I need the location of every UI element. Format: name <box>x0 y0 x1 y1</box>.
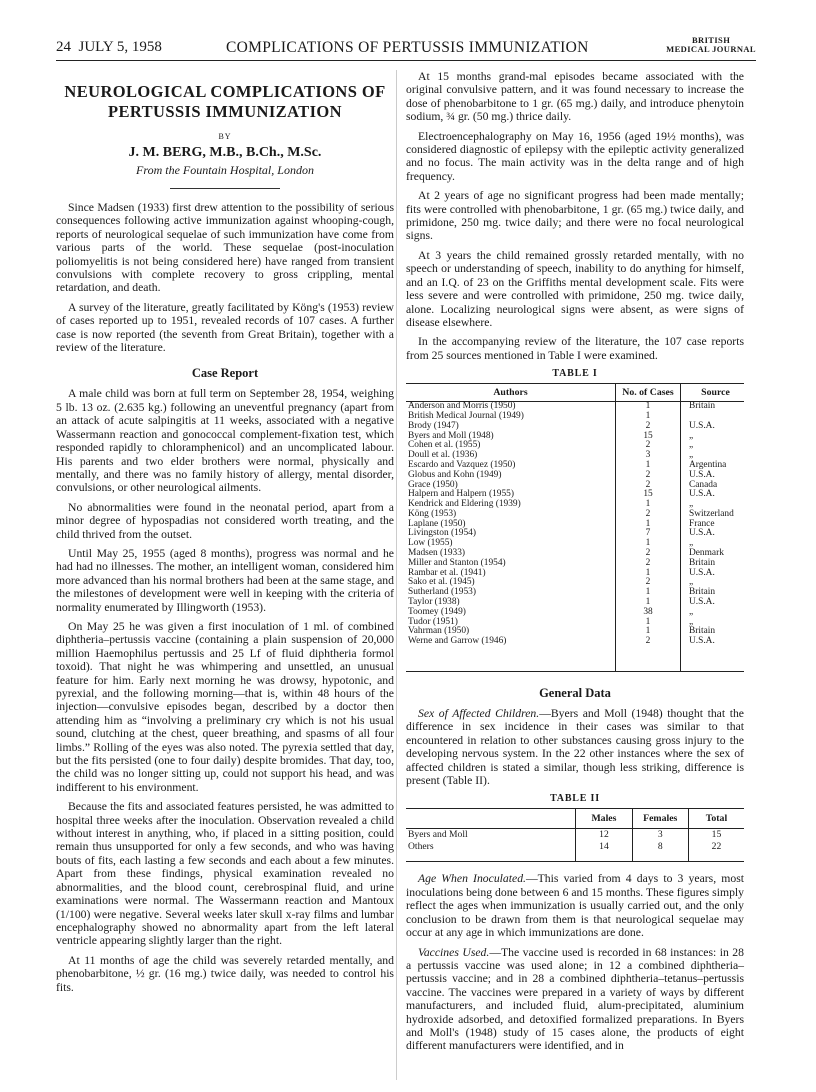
table-2-bottom-rule <box>406 853 744 862</box>
case-paragraph-6: At 11 months of age the child was severely retarded mentally, and phenobarbitone, ½ gr. (16 mg.) twice daily, was needed to control his fits. <box>56 953 394 994</box>
table-2-cell-count: 8 <box>632 841 688 853</box>
table-1-cell-source: U.S.A. <box>681 637 745 647</box>
table-1-cell-author: Grace (1950) <box>408 479 458 490</box>
table-2-header-total: Total <box>688 809 744 829</box>
table-2-cell-count: 22 <box>688 841 744 853</box>
table-1-cell-source: „ <box>681 432 745 442</box>
table-2-cell-count: 12 <box>576 829 632 842</box>
case-paragraph-8: Electroencephalography on May 16, 1956 (aged 19½ months), was considered diagnostic of epilepsy with the epileptic activity generalized and no focus. The main activity was in the delta range and of high frequency. <box>406 129 744 183</box>
table-1-cell-author: Köng (1953) <box>408 508 457 519</box>
table-2-header-males: Males <box>576 809 632 829</box>
page-number-date: 24 JULY 5, 1958 <box>56 39 162 55</box>
table-1-cell-source: U.S.A. <box>681 529 745 539</box>
table-1-cell-cases: 3 <box>616 451 681 461</box>
table-1-cell-author: Tudor (1951) <box>408 616 458 627</box>
table-1-cell-author: Byers and Moll (1948) <box>408 430 494 441</box>
table-1-cell-source: „ <box>681 451 745 461</box>
section-heading-general-data: General Data <box>539 686 611 701</box>
age-paragraph <box>406 872 744 939</box>
table-1-row <box>406 637 744 647</box>
table-1-cell-author: Brody (1947) <box>408 420 459 431</box>
table-1-cell-cases: 1 <box>616 588 681 598</box>
table-1-cell-author: Doull et al. (1936) <box>408 450 478 461</box>
table-1-cell-cases: 15 <box>616 490 681 500</box>
table-2-cell-count: 3 <box>632 829 688 842</box>
table-1-cell-cases: 7 <box>616 529 681 539</box>
table-1-cell-source: Britain <box>681 627 745 637</box>
table-1-cell-source: Argentina <box>681 461 745 471</box>
table-1-cell-source: U.S.A. <box>681 490 745 500</box>
table-1-cell-cases: 2 <box>616 578 681 588</box>
table-1-cell-cases: 1 <box>616 412 681 422</box>
table-1-cell-author: Kendrick and Eldering (1939) <box>408 499 521 510</box>
table-1-cell-author: Low (1955) <box>408 538 453 549</box>
table-2-header-females: Females <box>632 809 688 829</box>
table-1-cell-source: Britain <box>681 402 745 412</box>
table-1-cell-source: U.S.A. <box>681 422 745 432</box>
table-1-cell-cases: 1 <box>616 598 681 608</box>
table-1-cell-author: Anderson and Morris (1950) <box>408 401 516 412</box>
table-1-cell-author: Sutherland (1953) <box>408 587 476 598</box>
table-2-cell-group: Others <box>408 841 434 853</box>
table-1-cell-source: „ <box>681 578 745 588</box>
table-1-cell-cases: 2 <box>616 471 681 481</box>
table-1-cell-cases: 2 <box>616 637 681 647</box>
byline-by: BY <box>218 132 232 141</box>
table-1-cell-source: „ <box>681 608 745 618</box>
case-paragraph-7: At 15 months grand-mal episodes became associated with the original convulsive pattern, and it was found necessary to increase the dose of phenobarbitone to 1 gr. (65 mg.) daily, and introduce phenytoin sodium, ¾ gr. (50 mg.) thrice daily. <box>406 70 744 124</box>
table-1-cell-author: Laplane (1950) <box>408 518 466 529</box>
table-2-cell-count: 15 <box>688 829 744 842</box>
running-title: COMPLICATIONS OF PERTUSSIS IMMUNIZATION <box>226 39 589 56</box>
table-1-cell-author: Taylor (1938) <box>408 597 460 608</box>
table-1-cell-author: Rambar et al. (1941) <box>408 567 486 578</box>
running-header <box>56 35 756 61</box>
table-1-cell-cases: 1 <box>616 520 681 530</box>
affiliation: From the Fountain Hospital, London <box>136 163 314 177</box>
table-1-cell-source: Denmark <box>681 549 745 559</box>
table-1-cell-source: Britain <box>681 559 745 569</box>
sex-paragraph <box>406 707 744 787</box>
table-1-cell-author: Globus and Kohn (1949) <box>408 469 502 480</box>
right-column <box>406 70 744 1059</box>
table-1-cell-author: Toomey (1949) <box>408 606 466 617</box>
table-1-cell-source: U.S.A. <box>681 471 745 481</box>
table-2-row <box>406 829 744 842</box>
intro-paragraph-2: A survey of the literature, greatly facilitated by Köng's (1953) review of cases reported up to 1951, revealed records of 107 cases. A further case is now reported (the seventh from Great Britain), together with a review of the literature. <box>56 300 394 355</box>
table-1-cell-author: Cohen et al. (1955) <box>408 440 481 451</box>
left-column <box>56 70 394 1000</box>
table-1-cell-cases: 1 <box>616 402 681 412</box>
table-1-cell-cases: 1 <box>616 539 681 549</box>
age-lead: Age When Inoculated. <box>418 872 526 886</box>
table-1-cell-author: Madsen (1933) <box>408 548 466 559</box>
table-1-cell-cases: 2 <box>616 510 681 520</box>
table-1-cell-source: „ <box>681 441 745 451</box>
table-1-cell-author: Sako et al. (1945) <box>408 577 475 588</box>
table-1-cell-cases: 2 <box>616 559 681 569</box>
table-1-caption: TABLE I <box>552 368 598 380</box>
table-1-cell-author: Escardo and Vazquez (1950) <box>408 459 516 470</box>
table-1-cell-source: Switzerland <box>681 510 745 520</box>
table-1-cell-cases: 1 <box>616 627 681 637</box>
table-1-cell-source: „ <box>681 539 745 549</box>
sex-text: —Byers and Moll (1948) thought that the difference in sex incidence in their cases was similar to that encountered in relation to other substances causing gross injury to the developing nervous system. In the 22 other instances where the sex of affected children is stated a similar, though less striking, difference is present (Table II). <box>406 707 744 788</box>
table-2-cell-count: 14 <box>576 841 632 853</box>
table-2-header-blank <box>406 809 576 829</box>
table-1-header-authors: Authors <box>406 384 616 402</box>
vaccines-text: —The vaccine used is recorded in 68 instances: in 28 a pertussis vaccine was used alone; in 12 a combined diphtheria–pertussis vaccine; and in 28 a combined diphtheria–tetanus–pertussis vaccine. The vaccines were prepared in a variety of ways by different manufacturers, and included fluid, alum-precipitated, aluminium hydroxide adsorbed, and detoxified formalized preparations. In Byers and Moll's (1948) study of 15 cases alone, the products of eight different manufacturers were identified, and in <box>406 945 744 1053</box>
case-paragraph-2: No abnormalities were found in the neonatal period, apart from a minor degree of hypospadias not considered worth treating, and the child thrived from the outset. <box>56 500 394 541</box>
table-1-cell-source: Britain <box>681 588 745 598</box>
table-1-cell-cases: 15 <box>616 432 681 442</box>
table-1-cell-cases: 1 <box>616 500 681 510</box>
table-2-row <box>406 841 744 853</box>
table-1-row <box>406 529 744 539</box>
table-1-bottom-rule <box>406 647 744 672</box>
table-1-cell-cases: 1 <box>616 461 681 471</box>
intro-paragraph-1: Since Madsen (1933) first drew attention to the possibility of serious consequences following active immunization against whooping-cough, reports of neurological sequelae of such immunization have come from various parts of the world. These sequelae (post-inoculation poliomyelitis is not being considered here) have ranged from transient convulsions with complete recovery to gross crippling, mental retardation, and death. <box>56 201 394 295</box>
table-1-cell-author: Miller and Stanton (1954) <box>408 557 506 568</box>
table-1-cell-cases: 1 <box>616 618 681 628</box>
vaccines-paragraph <box>406 946 744 1053</box>
section-heading-case-report: Case Report <box>191 366 259 381</box>
table-1-header-cases: No. of Cases <box>616 384 681 402</box>
table-1-cell-author: British Medical Journal (1949) <box>408 410 524 421</box>
table-1-cell-cases: 38 <box>616 608 681 618</box>
table-2-cell-group: Byers and Moll <box>408 829 468 841</box>
table-1-cell-cases: 1 <box>616 569 681 579</box>
case-paragraph-4: On May 25 he was given a first inoculation of 1 ml. of combined diphtheria–pertussis vaccine (containing a plain suspension of 20,000 million Haemophilus pertussis and 25 Lf of fluid diphtheria formol toxoid). That night he was whimpering and unsettled, an unusual feature for him. Early next morning he was drowsy, hypotonic, and pyrexial, and the following morning—that is, within 48 hours of the injection—convulsive episodes began, described by a doctor then attending him as “involving a preliminary cry which is not his usual sound, clutching at the chest, queer breathing, and spasms of all four limbs.” Rolling of the eyes was also noted. The pyrexia settled that day, but the fits persisted (one to four daily) despite bromides. That day, too, the child was no longer sitting up, could not support his head, and was indifferent to his environment. <box>56 619 394 794</box>
table-1-cell-author: Halpern and Halpern (1955) <box>408 489 514 500</box>
table-1-cell-source: France <box>681 520 745 530</box>
table-1-cell-author: Livingston (1954) <box>408 528 476 539</box>
case-paragraph-5: Because the fits and associated features persisted, he was admitted to hospital three weeks after the inoculation. Observation revealed a child without interest in anything, who, if placed in a sitting position, could remain thus unsupported for only a few seconds, and who was having bouts of fits, each lasting a few seconds and each about a few minutes. Apart from these findings, physical examination revealed no abnormalities, and the blood count, cerebrospinal fluid, and urine examinations were normal. The Wassermann reaction and Mantoux (1/100) were negative. Several weeks later skull x-ray films and lumbar encephalography showed no abnormality apart from the left lateral ventricle appearing slightly larger than the right. <box>56 800 394 948</box>
column-divider <box>396 70 397 1080</box>
case-paragraph-10: At 3 years the child remained grossly retarded mentally, with no speech or understanding of speech, inability to do anything for himself, and an I.Q. of 23 on the Griffiths mental development scale. Fits were less severe and were controlled with primidone, 250 mg. twice daily, alone. Localizing neurological signs were absent, as were signs of disease elsewhere. <box>406 248 744 329</box>
table-1-cell-cases: 2 <box>616 441 681 451</box>
vaccines-lead: Vaccines Used. <box>418 945 490 959</box>
table-1-cell-source: U.S.A. <box>681 598 745 608</box>
journal-name: BRITISH MEDICAL JOURNAL <box>666 35 756 54</box>
title-rule <box>170 188 280 189</box>
article-title: NEUROLOGICAL COMPLICATIONS OF PERTUSSIS IMMUNIZATION <box>64 82 386 121</box>
table-2 <box>406 808 744 862</box>
table-1-cell-author: Werne and Garrow (1946) <box>408 636 507 647</box>
table-1-cell-source: Canada <box>681 481 745 491</box>
table-1-cell-cases: 2 <box>616 422 681 432</box>
case-paragraph-9: At 2 years of age no significant progress had been made mentally; fits were controlled with phenobarbitone, 1 gr. (65 mg.) twice daily, and primidone, 250 mg. twice daily; and there were no focal neurological signs. <box>406 189 744 243</box>
case-paragraph-1: A male child was born at full term on September 28, 1954, weighing 5 lb. 13 oz. (2.635 kg.) following an uneventful pregnancy (apart from an attack of acute salpingitis at 11 weeks, associated with a negative Wassermann reaction and gonococcal complement-fixation test, which responded rapidly to chloramphenicol) and an uncomplicated labour. His parents and two elder brothers were normal, physically and mentally, and there was no family history of allergy, mental disorder, convulsions, or other neurological ailments. <box>56 387 394 495</box>
table-1-cell-cases: 2 <box>616 481 681 491</box>
table-1-cell-source: U.S.A. <box>681 569 745 579</box>
table-1-cell-source: „ <box>681 500 745 510</box>
sex-lead: Sex of Affected Children. <box>418 707 540 721</box>
author: J. M. BERG, M.B., B.Ch., M.Sc. <box>128 145 322 160</box>
table-1-header-source: Source <box>681 384 745 402</box>
review-intro-paragraph: In the accompanying review of the literature, the 107 case reports from 25 sources mentioned in Table I were examined. <box>406 335 744 362</box>
table-1-cell-author: Vahrman (1950) <box>408 626 470 637</box>
table-1 <box>406 383 744 672</box>
table-2-caption: TABLE II <box>550 793 600 805</box>
case-paragraph-3: Until May 25, 1955 (aged 8 months), progress was normal and he had had no illnesses. The mother, an intelligent woman, considered him more advanced than his normal brothers had been at the same stage, and the milestones of development were well in keeping with the criteria of normality enumerated by Illingworth (1953). <box>56 546 394 614</box>
age-text: —This varied from 4 days to 3 years, most inoculations being done between 6 and 15 months. These figures simply reflect the ages when immunization is usually carried out, and the only conclusion to be drawn from them is that neurological sequelae may occur at any age in which immunizations are done. <box>406 872 744 940</box>
table-1-cell-cases: 2 <box>616 549 681 559</box>
table-1-cell-source: „ <box>681 618 745 628</box>
